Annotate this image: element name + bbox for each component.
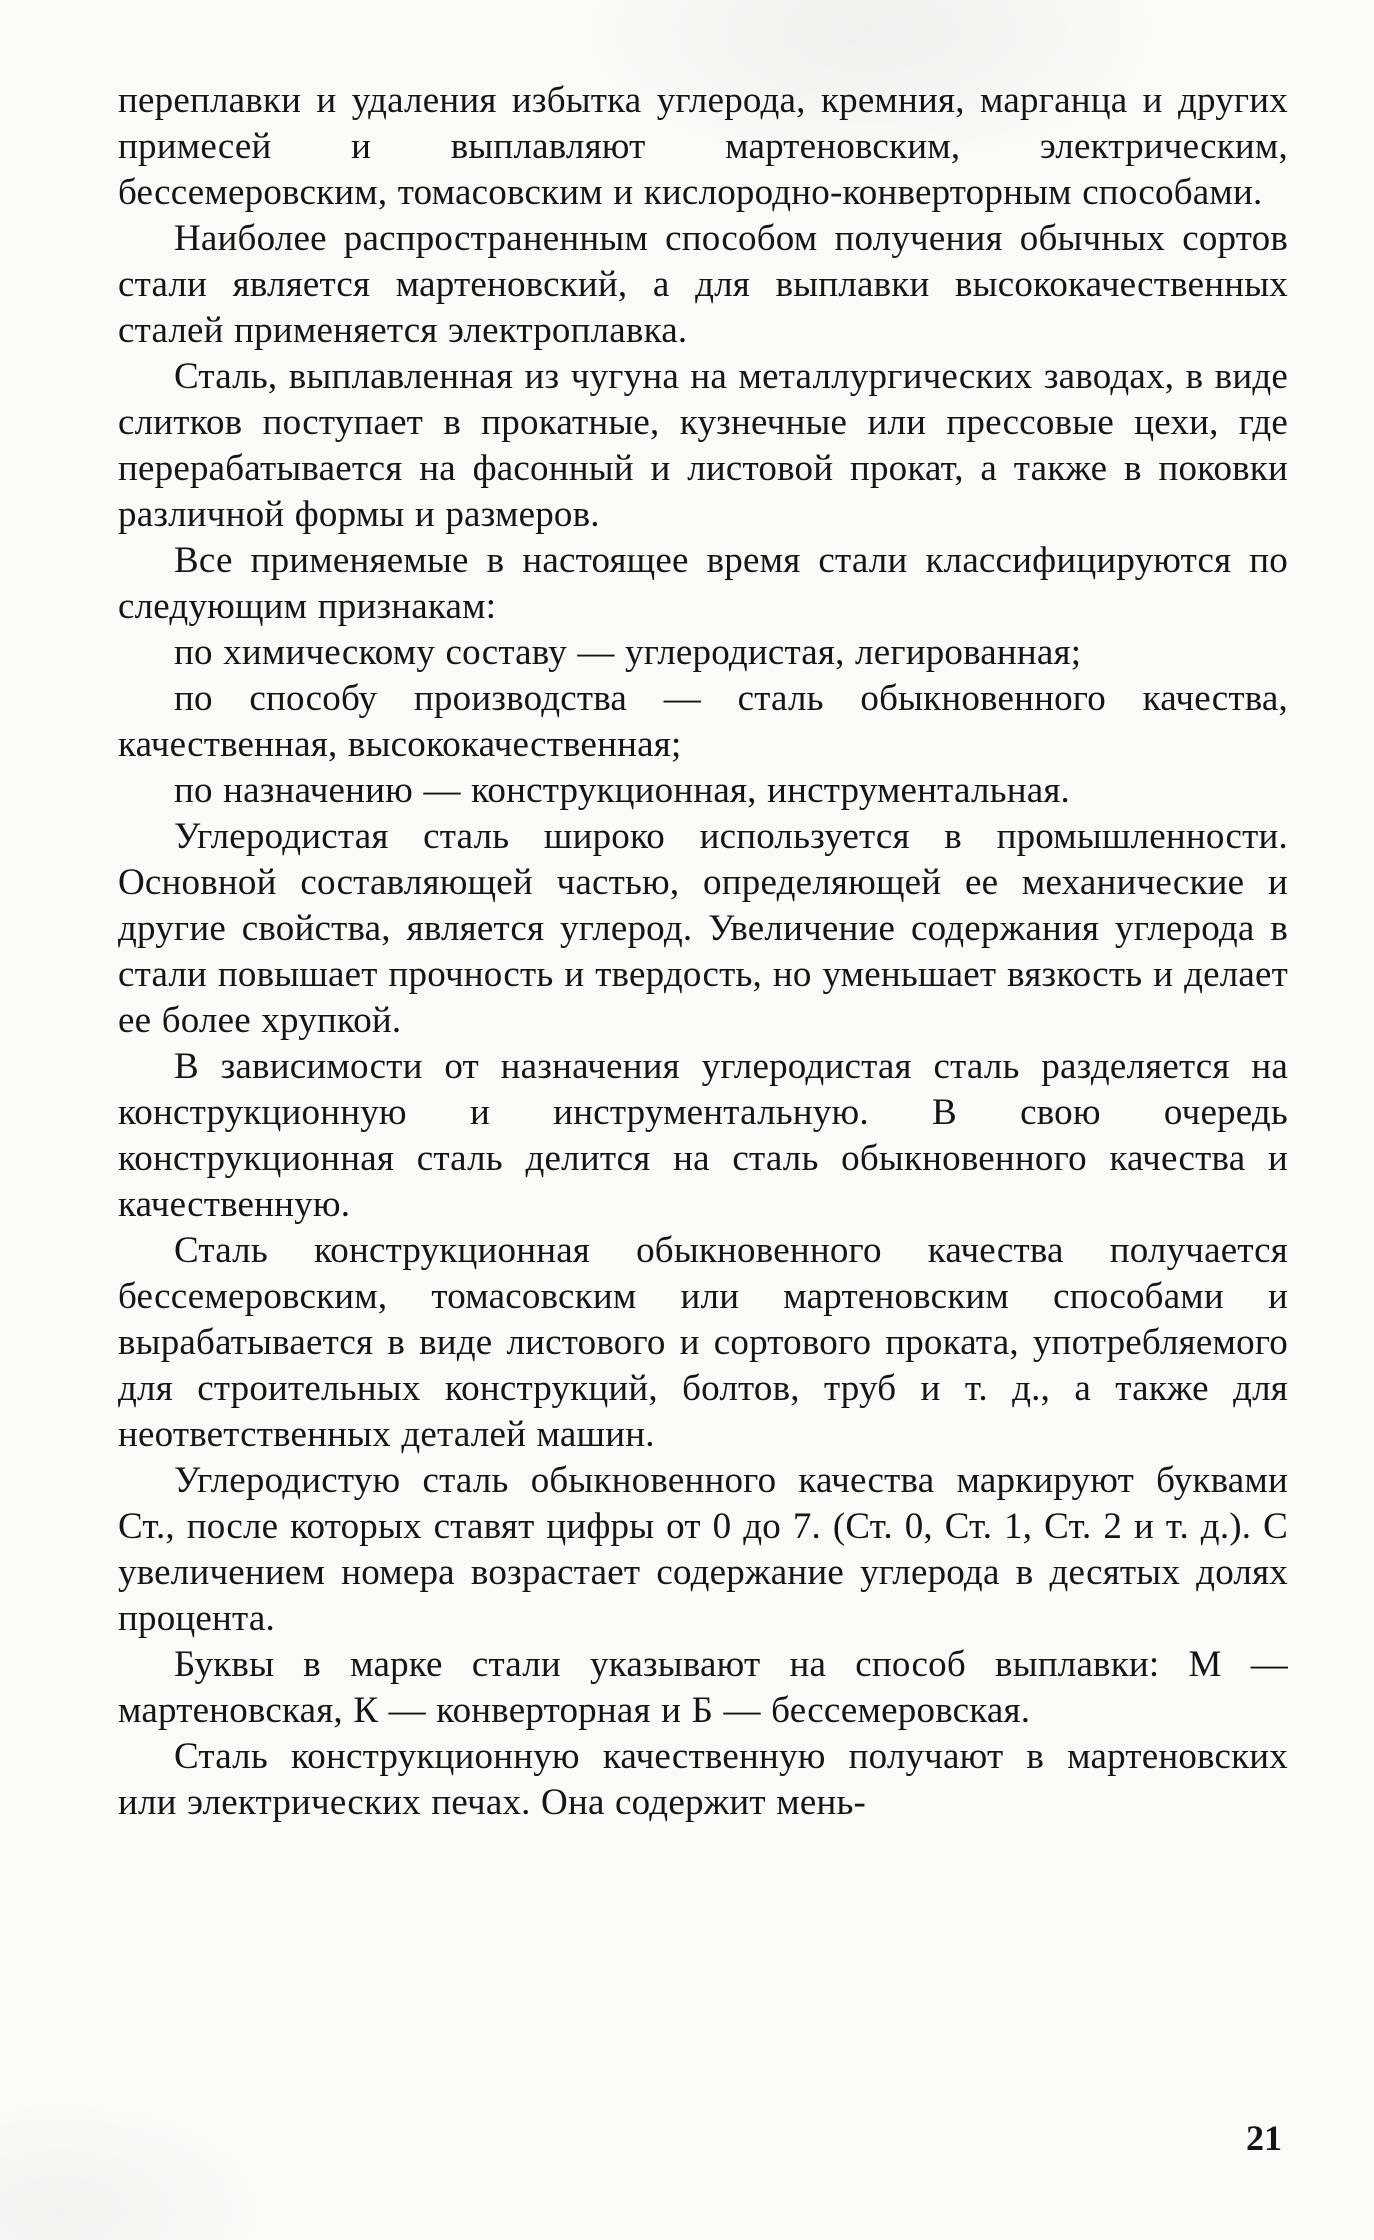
- paragraph: Все применяемые в настоящее время стали классифицируются по следующим признакам:: [118, 540, 1288, 627]
- paragraph: по назначению — конструкционная, инструментальная.: [174, 770, 1070, 811]
- paragraph: по способу производства — сталь обыкновенного качества, качественная, высококачественная;: [118, 678, 1288, 765]
- paragraph: В зависимости от назначения углеродистая сталь разделяется на конструкционную и инструментальную. В свою очередь конструкционная сталь делится на сталь обыкновенного качества и качественную.: [118, 1046, 1288, 1225]
- paragraph: Углеродистую сталь обыкновенного качества маркируют буквами Ст., после которых ставят цифры от 0 до 7. (Ст. 0, Ст. 1, Ст. 2 и т. д.). С увеличением номера возрастает содержание углерода в десятых долях процента.: [118, 1460, 1288, 1639]
- paragraph: по химическому составу — углеродистая, легированная;: [174, 632, 1082, 673]
- paragraph: Сталь, выплавленная из чугуна на металлургических заводах, в виде слитков поступает в прокатные, кузнечные или прессовые цехи, где перерабатывается на фасонный и листовой прокат, а также в поковки различной формы и размеров.: [118, 356, 1288, 535]
- paragraph: Буквы в марке стали указывают на способ выплавки: М — мартеновская, К — конверторная и Б — бессемеровская.: [118, 1644, 1288, 1731]
- paragraph: Сталь конструкционная обыкновенного качества получается бессемеровским, томасовским или мартеновским способами и вырабатывается в виде листового и сортового проката, употребляемого для строительных конструкций, болтов, труб и т. д., а также для неответственных деталей машин.: [118, 1230, 1288, 1455]
- text-block: [118, 78, 1288, 1826]
- paragraph: переплавки и удаления избытка углерода, кремния, марганца и других примесей и выплавляют мартеновским, электрическим, бессемеровским, томасовским и кислородно-конверторным способами.: [118, 80, 1288, 213]
- paragraph: Углеродистая сталь широко используется в промышленности. Основной составляющей частью, определяющей ее механические и другие свойства, является углерод. Увеличение содержания углерода в стали повышает прочность и твердость, но уменьшает вязкость и делает ее более хрупкой.: [118, 816, 1288, 1041]
- paragraph: Сталь конструкционную качественную получают в мартеновских или электрических печах. Она содержит мень-: [118, 1736, 1288, 1823]
- paragraph: Наиболее распространенным способом получения обычных сортов стали является мартеновский, а для выплавки высококачественных сталей применяется электроплавка.: [118, 218, 1288, 351]
- page-number: 21: [1246, 2118, 1282, 2158]
